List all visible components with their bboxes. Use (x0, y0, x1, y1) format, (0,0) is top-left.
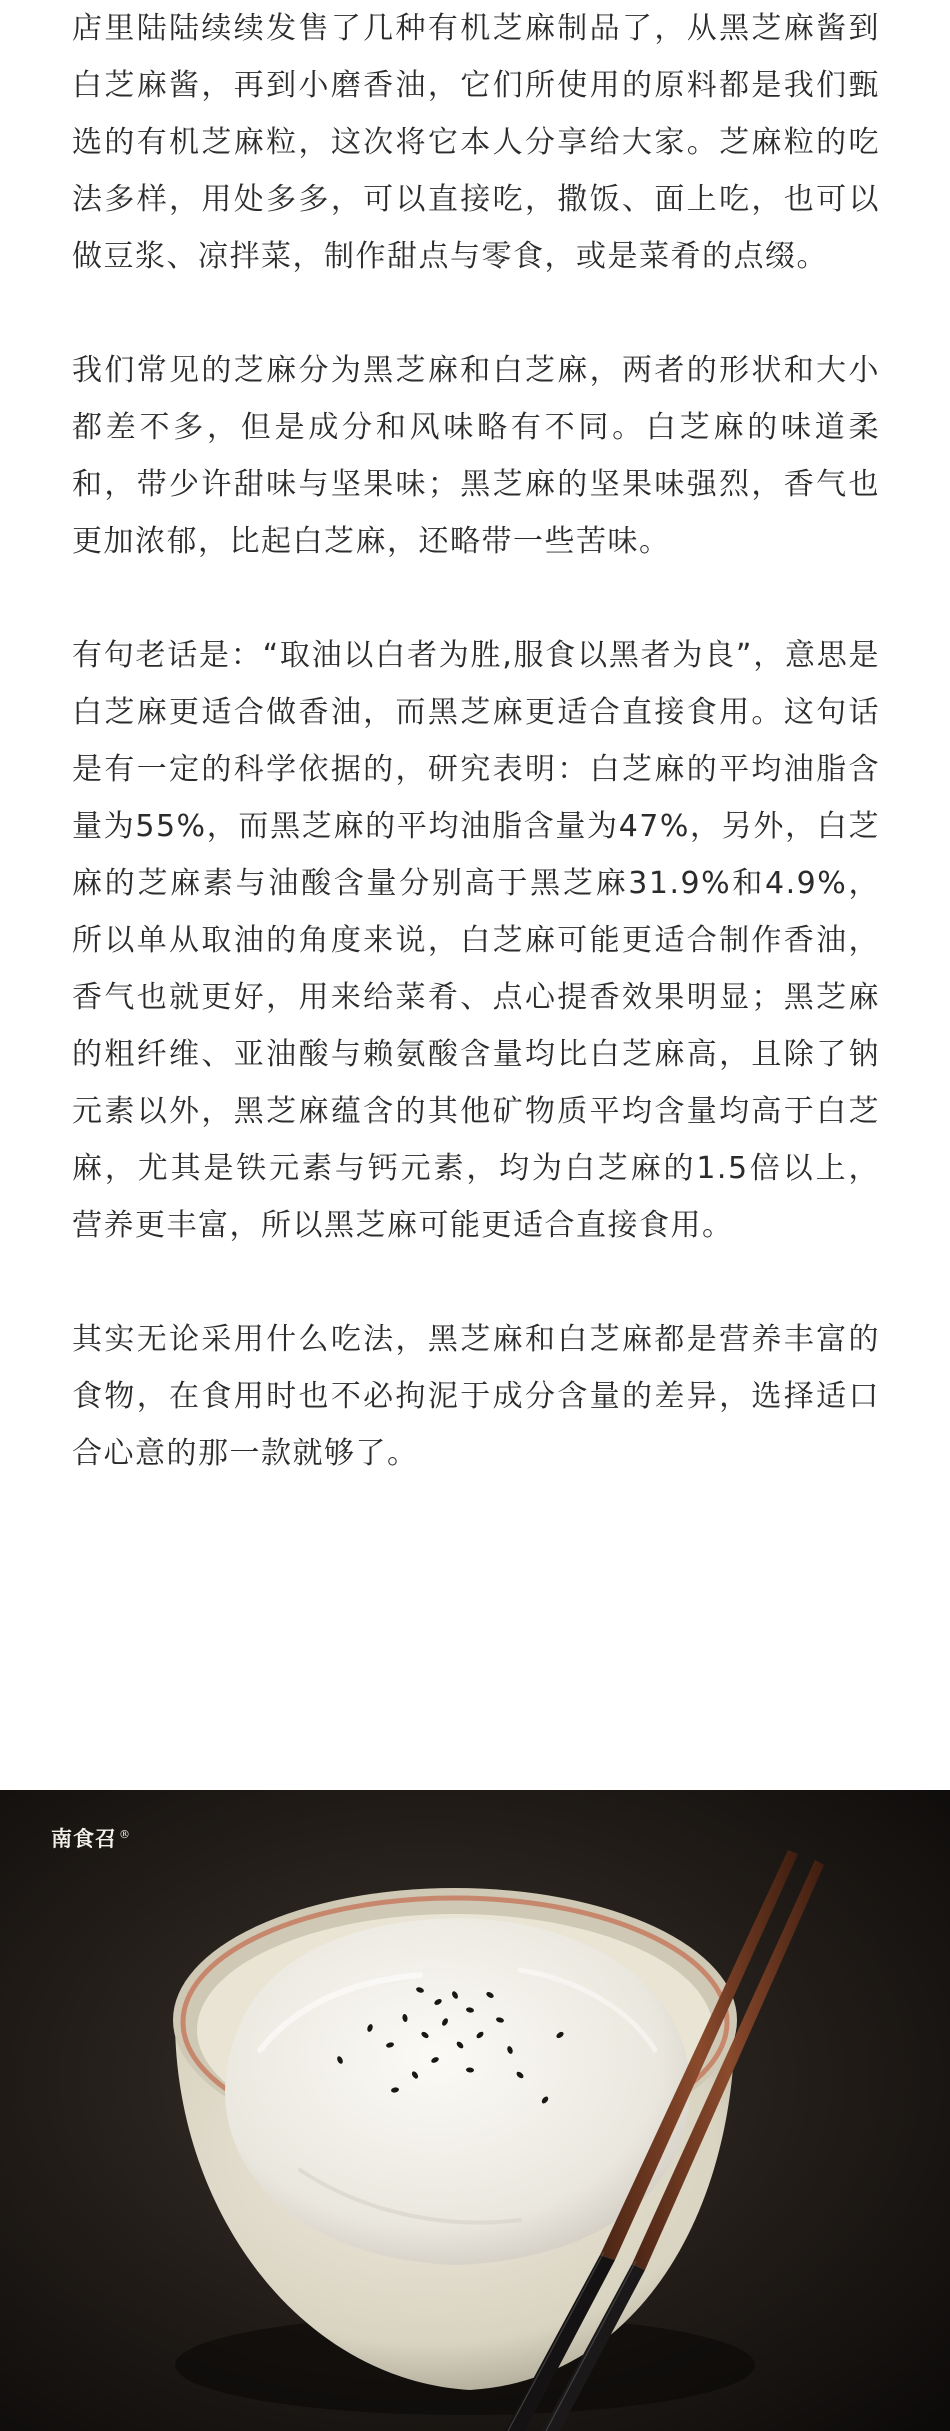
paragraph-nutrition: 有句老话是：“取油以白者为胜,服食以黑者为良”，意思是白芝麻更适合做香油，而黑芝麻更适合直接食用。这句话是有一定的科学依据的，研究表明：白芝麻的平均油脂含量为55%，而黑芝麻的平均油脂含量为47%，另外，白芝麻的芝麻素与油酸含量分别高于黑芝麻31.9%和4.9%，所以单从取油的角度来说，白芝麻可能更适合制作香油，香气也就更好，用来给菜肴、点心提香效果明显；黑芝麻的粗纤维、亚油酸与赖氨酸含量均比白芝麻高，且除了钠元素以外，黑芝麻蕴含的其他矿物质平均含量均高于白芝麻，尤其是铁元素与钙元素，均为白芝麻的1.5倍以上，营养更丰富，所以黑芝麻可能更适合直接食用。 (72, 638, 880, 1243)
rice-bowl-illustration (0, 1790, 950, 2431)
paragraph-intro: 店里陆陆续续发售了几种有机芝麻制品了，从黑芝麻酱到白芝麻酱，再到小磨香油，它们所使用的原料都是我们甄选的有机芝麻粒，这次将它本人分享给大家。芝麻粒的吃法多样，用处多多，可以直接吃，撒饭、面上吃，也可以做豆浆、凉拌菜，制作甜点与零食，或是菜肴的点缀。 (72, 11, 880, 274)
registered-mark: ® (119, 1828, 131, 1841)
brand-name: 南食召 (51, 1826, 117, 1851)
paragraph-conclusion: 其实无论采用什么吃法，黑芝麻和白芝麻都是营养丰富的食物，在食用时也不必拘泥于成分含量的差异，选择适口合心意的那一款就够了。 (72, 1322, 880, 1471)
brand-logo (51, 1823, 131, 1853)
paragraph-black-vs-white: 我们常见的芝麻分为黑芝麻和白芝麻，两者的形状和大小都差不多，但是成分和风味略有不同。白芝麻的味道柔和，带少许甜味与坚果味；黑芝麻的坚果味强烈，香气也更加浓郁，比起白芝麻，还略带一些苦味。 (72, 353, 880, 559)
article-body (72, 0, 880, 1482)
rice-bowl-photo (0, 1790, 950, 2431)
